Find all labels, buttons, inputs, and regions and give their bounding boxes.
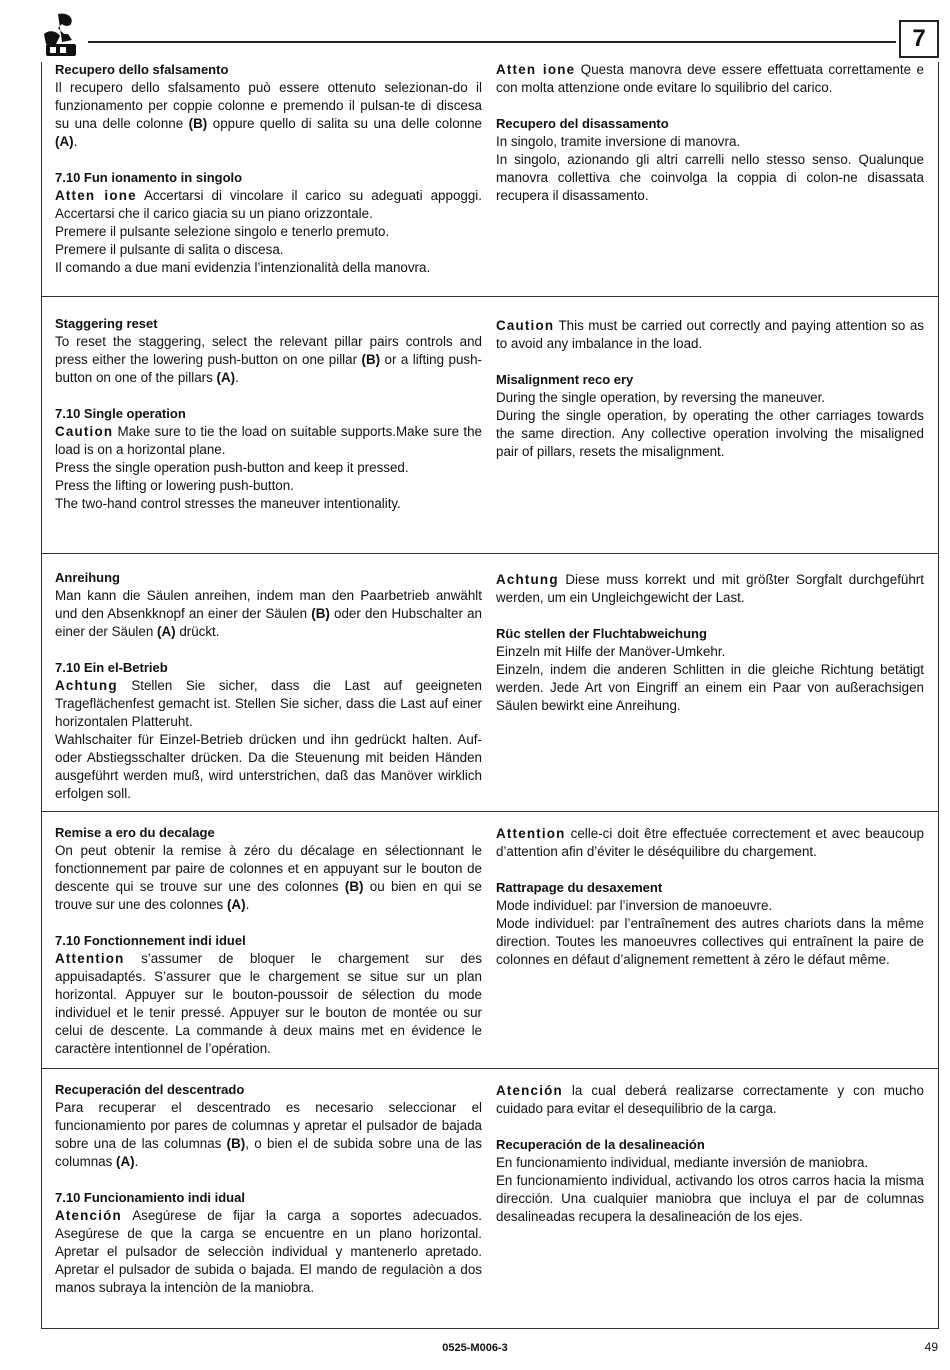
section-title: Remise a ero du decalage	[55, 825, 215, 840]
section-divider	[41, 553, 939, 554]
caution-label: Attention	[496, 826, 566, 841]
paragraph: Achtung Stellen Sie sicher, dass die Last auf geeigneten Trageflächenfest gemacht ist. Stellen Sie sicher, dass die Last auf einer horizontalen Platteruht.	[55, 678, 482, 729]
section-title: 7.10 Single operation	[55, 406, 186, 421]
tools-logo-icon	[38, 12, 80, 58]
caution-label: Atten ione	[55, 188, 137, 203]
paragraph: Caution This must be carried out correctly and paying attention so as to avoid any imbalance in the load.	[496, 318, 924, 351]
paragraph: Attention celle-ci doit être effectuée correctement et avec beaucoup d’attention afin d’éviter le déséquilibre du chargement.	[496, 826, 924, 859]
paragraph: Premere il pulsante selezione singolo e tenerlo premuto.	[55, 224, 390, 239]
section-title: Rattrapage du desaxement	[496, 880, 663, 895]
paragraph: Press the single operation push-button and keep it pressed.	[55, 460, 409, 475]
section-it-right	[496, 61, 924, 205]
section-title: Recupero del disassamento	[496, 116, 669, 131]
section-de-left	[55, 569, 482, 803]
paragraph: Press the lifting or lowering push-button.	[55, 478, 294, 493]
paragraph: En funcionamiento individual, activando los otros carros hacia la misma dirección. Una cualquier maniobra que incluya el par de columnas desalineadas recupera la desalineación de los ejes.	[496, 1173, 924, 1224]
section-title: Misalignment reco ery	[496, 372, 634, 387]
section-title: 7.10 Fun ionamento in singolo	[55, 170, 243, 185]
section-title: Rüc stellen der Fluchtabweichung	[496, 626, 707, 641]
frame-right-border	[938, 62, 939, 1328]
paragraph: Caution Make sure to tie the load on suitable supports.Make sure the load is on a horizontal plane.	[55, 424, 482, 457]
paragraph: To reset the staggering, select the relevant pillar pairs controls and press either the lowering push-button on one pillar (B) or a lifting push-button on one of the pillars (A).	[55, 334, 482, 385]
document-code: 0525-M006-3	[442, 1342, 508, 1354]
paragraph: During the single operation, by operating the other carriages towards the same direction. Any collective operation involving the misaligned pair of pillars, resets the misalignment.	[496, 408, 924, 459]
frame-bottom-border	[41, 1328, 939, 1329]
paragraph: During the single operation, by reversing the maneuver.	[496, 390, 826, 405]
section-title: 7.10 Ein el-Betrieb	[55, 660, 168, 675]
section-title: Recuperación de la desalineación	[496, 1137, 705, 1152]
caution-label: Caution	[55, 424, 114, 439]
section-title: 7.10 Fonctionnement indi iduel	[55, 933, 246, 948]
section-fr-left	[55, 824, 482, 1058]
paragraph: Achtung Diese muss korrekt und mit größter Sorgfalt durchgeführt werden, um ein Ungleichgewicht der Last.	[496, 572, 924, 605]
section-de-right	[496, 571, 924, 715]
frame-left-border	[41, 62, 42, 1328]
paragraph: Atten ione Accertarsi di vincolare il carico su adeguati appoggi. Accertarsi che il carico giacia su un piano orizzontale.	[55, 188, 482, 221]
section-en-left	[55, 315, 482, 513]
paragraph: In singolo, azionando gli altri carrelli nello stesso senso. Qualunque manovra collettiva che coinvolga la coppia di colon-ne disassata recupera il disassamento.	[496, 152, 924, 203]
paragraph: Atten ione Questa manovra deve essere effettuata correttamente e con molta attenzione onde evitare lo squilibrio del carico.	[496, 62, 925, 95]
section-divider	[41, 1068, 939, 1069]
section-divider	[41, 811, 939, 812]
section-title: Staggering reset	[55, 316, 158, 331]
section-es-right	[496, 1082, 924, 1226]
section-title: Recupero dello sfalsamento	[55, 62, 229, 77]
paragraph: Il recupero dello sfalsamento può essere ottenuto selezionan-do il funzionamento per coppie colonne e premendo il pulsan-te di discesa su una delle colonne (B) oppure quello di salita su una delle colonne (A).	[55, 80, 482, 149]
paragraph: Einzeln mit Hilfe der Manöver-Umkehr.	[496, 644, 726, 659]
header-rule	[88, 41, 896, 43]
paragraph: Wahlschaiter für Einzel-Betrieb drücken und ihn gedrückt halten. Auf- oder Abstiegsschalter drücken. Da die Steuenung mit beiden Händen ausgeführt werden muß, wird unterstrichen, daß das Manöver wirklich erfolgen soll.	[55, 732, 482, 801]
paragraph: On peut obtenir la remise à zéro du décalage en sélectionnant le fonctionnement par paire de colonnes et en appuyant sur le bouton de descente qui se trouve sur une des colonnes (B) ou bien en qui se trouve sur une des colonnes (A).	[55, 843, 482, 912]
paragraph: Mode individuel: par l’entraînement des autres chariots dans la même direction. Toutes les manoeuvres collectives qui entraînent la paire de colonnes en défaut d’alignement remettent à zéro le défaut même.	[496, 916, 924, 967]
caution-label: Achtung	[496, 572, 559, 587]
caution-label: Achtung	[55, 678, 118, 693]
chapter-number-box: 7	[899, 20, 939, 58]
section-en-right	[496, 317, 924, 461]
section-title: 7.10 Funcionamiento indi idual	[55, 1190, 245, 1205]
caution-label: Atención	[55, 1208, 122, 1223]
paragraph: Einzeln, indem die anderen Schlitten in die gleiche Richtung betätigt werden. Jede Art von Eingriff an einem ein Paar von außerachsigen Säulen bewirkt eine Anreihung.	[496, 662, 924, 713]
caution-label: Caution	[496, 318, 555, 333]
paragraph: En funcionamiento individual, mediante inversión de maniobra.	[496, 1155, 869, 1170]
section-it-left	[55, 61, 482, 277]
paragraph: Man kann die Säulen anreihen, indem man den Paarbetrieb anwählt und den Absenkknopf an einer der Säulen (B) oder den Hubschalter an einer der Säulen (A) drückt.	[55, 588, 482, 639]
paragraph: Attention s’assumer de bloquer le chargement sur des appuisadaptés. S’assurer que le chargement se situe sur un plan horizontal. Appuyer sur le bouton-poussoir de sélection du mode individuel et le tenir pressé. Appuyer sur le bouton de montée ou sur celui de descente. La commande à deux mains met en évidence le caractère intentionnel de l’opération.	[55, 951, 482, 1056]
paragraph: Atención Asegúrese de fijar la carga a soportes adecuados. Asegúrese de que la carga se encuentre en un plano horizontal. Apretar el pulsador de selecciòn individual y mantenerlo apretado. Apretar el pulsador de subida o bajada. El mando de regulaciòn a dos manos subraya la intenciòn de la maniobra.	[55, 1208, 482, 1295]
section-es-left	[55, 1081, 482, 1297]
section-divider	[41, 296, 939, 297]
caution-label: Atención	[496, 1083, 563, 1098]
paragraph: Il comando a due mani evidenzia l’intenzionalità della manovra.	[55, 260, 431, 275]
caution-label: Attention	[55, 951, 125, 966]
paragraph: In singolo, tramite inversione di manovra.	[496, 134, 741, 149]
paragraph: Para recuperar el descentrado es necesario seleccionar el funcionamiento por pares de columnas y apretar el pulsador de bajada sobre una de las columnas (B), o bien el de subida sobre una de las columnas (A).	[55, 1100, 483, 1169]
paragraph: Premere il pulsante di salita o discesa.	[55, 242, 284, 257]
section-title: Recuperación del descentrado	[55, 1082, 245, 1097]
page-number: 49	[924, 1340, 938, 1354]
paragraph: The two-hand control stresses the maneuver intentionality.	[55, 496, 401, 511]
paragraph: Atención la cual deberá realizarse correctamente y con mucho cuidado para evitar el desequilibrio de la carga.	[496, 1083, 924, 1116]
paragraph: Mode individuel: par l’inversion de manoeuvre.	[496, 898, 773, 913]
caution-label: Atten ione	[496, 62, 576, 77]
section-fr-right	[496, 825, 924, 969]
section-title: Anreihung	[55, 570, 120, 585]
